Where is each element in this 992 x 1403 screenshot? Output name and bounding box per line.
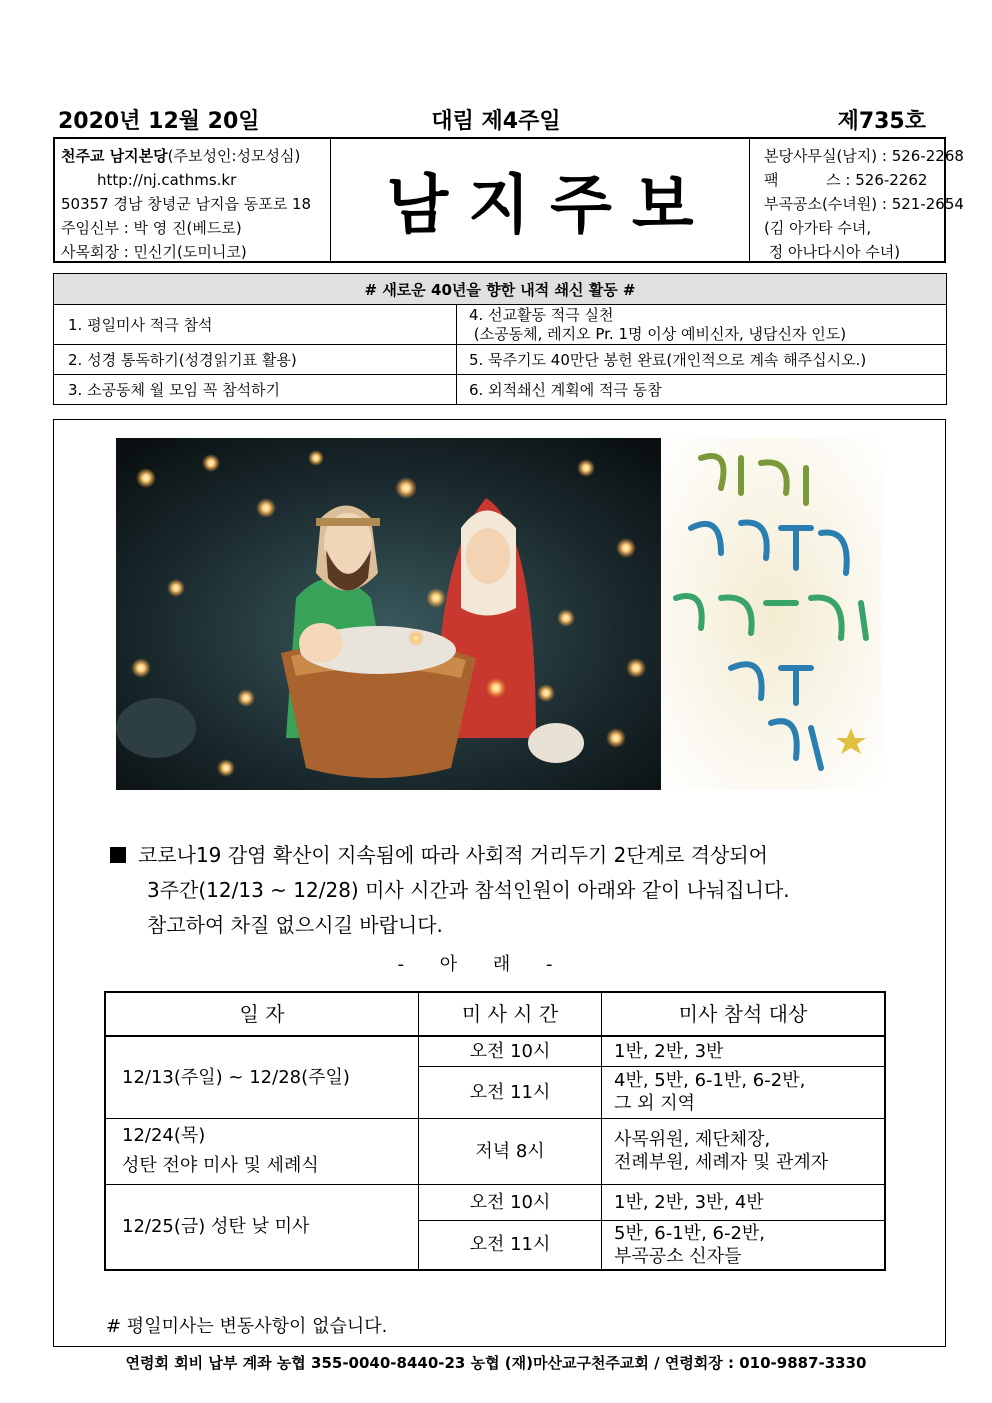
nativity-image: [116, 438, 661, 790]
fax-number: 팩 스 : 526-2262: [764, 171, 928, 189]
activities-heading: # 새로운 40년을 향한 내적 쇄신 활동 #: [54, 274, 947, 305]
office-phone: 본당사무실(남지) : 526-2268: [764, 147, 964, 165]
bulletin-title: 남지주보: [386, 168, 714, 243]
issue-date: 2020년 12월 20일: [58, 109, 260, 134]
parish-patron: (주보성인:성모성심): [167, 147, 301, 165]
mission-phone: 부곡공소(수녀원) : 521-2654: [764, 195, 964, 213]
row3-group-2a: 5반, 6-1반, 6-2반,: [614, 1222, 766, 1244]
square-bullet-icon: [110, 847, 126, 863]
row1-group-2b: 그 외 지역: [614, 1093, 695, 1114]
col-header-time: 미 사 시 간: [419, 992, 602, 1036]
col-header-date: 일 자: [105, 992, 419, 1036]
bulletin-title-box: [331, 139, 750, 261]
parish-name: 천주교 남지본당: [61, 147, 168, 165]
activity-5: 5. 묵주기도 40만단 봉헌 완료(개인적으로 계속 해주십시오.): [457, 345, 947, 375]
renewal-activities-table: [53, 273, 947, 405]
issue-number: 제735호: [837, 109, 926, 134]
parish-info: [55, 139, 331, 261]
activity-6: 6. 외적쇄신 계획에 적극 동참: [457, 375, 947, 405]
row3-time-1: 오전 10시: [419, 1184, 602, 1220]
row1-group-2a: 4반, 5반, 6-1반, 6-2반,: [614, 1070, 806, 1091]
row1-time-1: 오전 10시: [419, 1036, 602, 1066]
row1-group-1: 1반, 2반, 3반: [602, 1036, 886, 1066]
row2-date-2: 성탄 전야 미사 및 세례식: [122, 1155, 319, 1176]
row3-date: 12/25(금) 성탄 낮 미사: [105, 1184, 419, 1270]
activity-2: 2. 성경 통독하기(성경읽기표 활용): [54, 345, 457, 375]
sister-1: (김 아가타 수녀,: [764, 219, 872, 237]
notice-line-2: 3주간(12/13 ~ 12/28) 미사 시간과 참석인원이 아래와 같이 나눠집니다.: [147, 878, 790, 902]
col-header-attendees: 미사 참석 대상: [602, 992, 886, 1036]
sister-2: 정 아나다시아 수녀): [764, 243, 901, 261]
row2-group-b: 전례부원, 세례자 및 관계자: [614, 1152, 829, 1173]
calligraphy-image: [661, 438, 883, 790]
contact-info: [750, 139, 964, 261]
footer-account-info: 연령회 회비 납부 계좌 농협 355-0040-8440-23 농협 (재)마산교구천주교회 / 연령회장 : 010-9887-3330: [125, 1354, 867, 1372]
parish-address: 50357 경남 창녕군 남지읍 동포로 18: [61, 195, 312, 213]
row2-date-1: 12/24(목): [122, 1125, 206, 1146]
pastor: 주임신부 : 박 영 진(베드로): [61, 219, 242, 237]
activity-1: 1. 평일미사 적극 참석: [54, 305, 457, 345]
parish-url[interactable]: http://nj.cathms.kr: [97, 171, 237, 189]
activity-4: 4. 선교활동 적극 실천: [469, 305, 614, 324]
arae-heading: - 아 래 -: [397, 954, 553, 975]
masthead: [53, 137, 964, 263]
weekday-mass-note: # 평일미사는 변동사항이 없습니다.: [106, 1316, 388, 1337]
mass-schedule-table: [104, 991, 886, 1271]
council-president: 사목회장 : 민신기(도미니코): [61, 243, 247, 261]
covid-notice: [110, 838, 790, 943]
row3-group-1: 1반, 2반, 3반, 4반: [602, 1184, 886, 1220]
row2-time: 저녁 8시: [419, 1118, 602, 1184]
activity-3: 3. 소공동체 월 모임 꼭 참석하기: [54, 375, 457, 405]
activity-4-detail: (소공동체, 레지오 Pr. 1명 이상 예비신자, 냉담신자 인도): [469, 324, 847, 343]
notice-line-1: 코로나19 감염 확산이 지속됨에 따라 사회적 거리두기 2단계로 격상되어: [138, 843, 768, 867]
row2-group-a: 사목위원, 제단체장,: [614, 1129, 771, 1150]
notice-line-3: 참고하여 차질 없으시길 바랍니다.: [147, 913, 443, 937]
row1-date: 12/13(주일) ~ 12/28(주일): [105, 1036, 419, 1118]
liturgical-week: 대림 제4주일: [431, 109, 561, 134]
row3-group-2b: 부곡공소 신자들: [614, 1245, 742, 1267]
row1-time-2: 오전 11시: [419, 1066, 602, 1118]
row3-time-2: 오전 11시: [419, 1220, 602, 1270]
